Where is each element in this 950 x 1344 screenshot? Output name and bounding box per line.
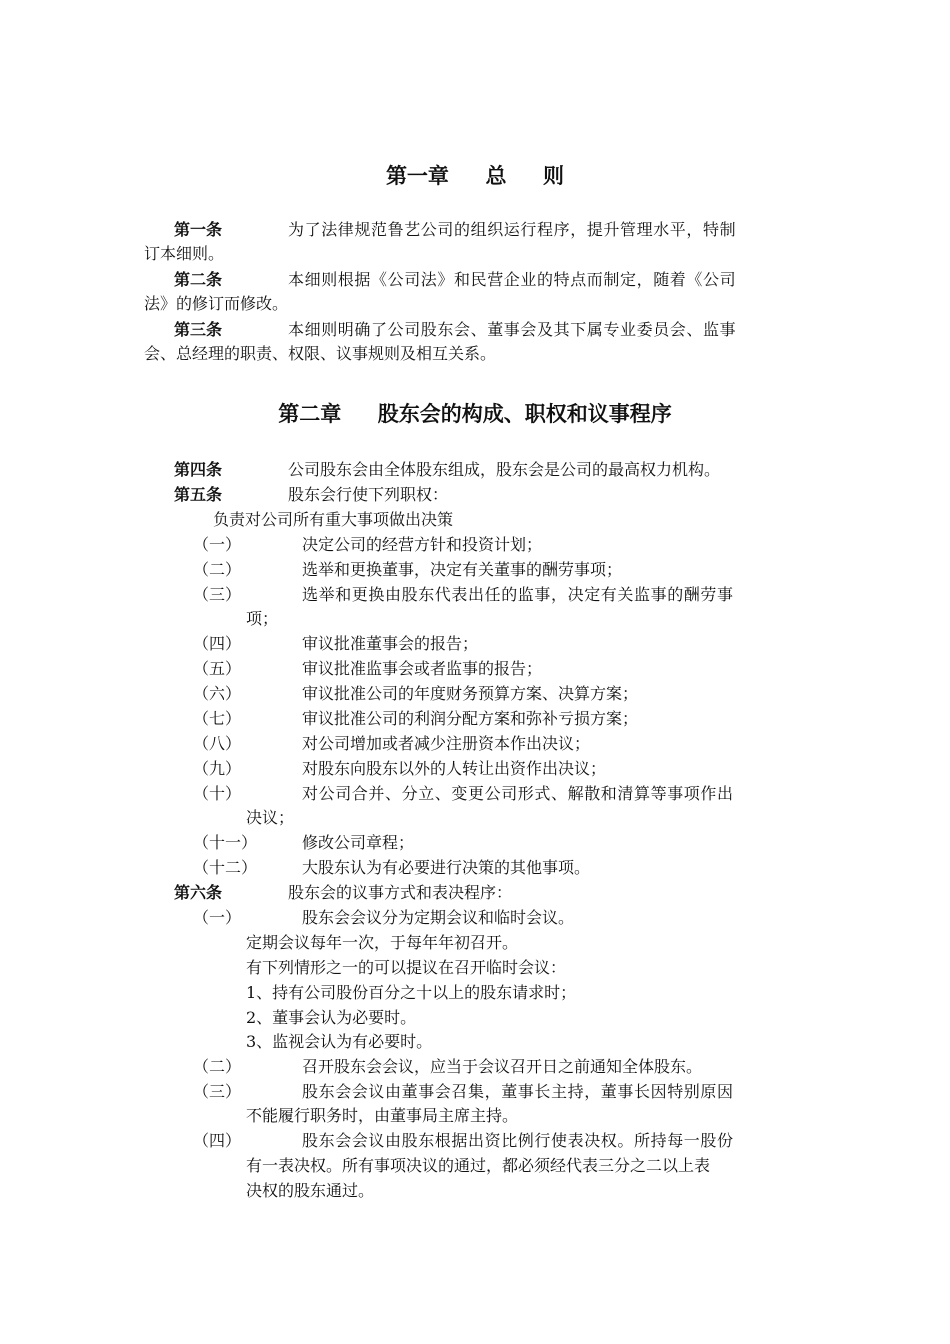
list-item: 选举和更换由股东代表出任的监事，决定有关监事的酬劳事 xyxy=(302,585,734,604)
article-3-text: 本细则明确了公司股东会、董事会及其下属专业委员会、监事 xyxy=(288,320,737,339)
item-number: （八） xyxy=(193,734,242,753)
paragraph: 1、持有公司股份百分之十以上的股东请求时； xyxy=(246,983,577,1002)
list-item-cont: 不能履行职务时，由董事局主席主持。 xyxy=(246,1106,519,1125)
list-item: 股东会会议由董事会召集，董事长主持，董事长因特别原因 xyxy=(302,1082,734,1101)
item-number: （十二） xyxy=(193,858,258,877)
article-3-label: 第三条 xyxy=(174,320,223,339)
item-number: （四） xyxy=(193,1131,242,1150)
article-4-label: 第四条 xyxy=(174,460,223,479)
list-item: 股东会会议分为定期会议和临时会议。 xyxy=(302,908,575,927)
list-item: 审议批准公司的利润分配方案和弥补亏损方案； xyxy=(302,709,639,728)
list-item: 对公司合并、分立、变更公司形式、解散和清算等事项作出 xyxy=(302,784,734,803)
list-item: 审议批准公司的年度财务预算方案、决算方案； xyxy=(302,684,639,703)
item-number: （四） xyxy=(193,634,242,653)
item-number: （十一） xyxy=(193,833,258,852)
list-item: 修改公司章程； xyxy=(302,833,415,852)
list-item: 股东会会议由股东根据出资比例行使表决权。所持每一股份 xyxy=(302,1131,734,1150)
list-item: 大股东认为有必要进行决策的其他事项。 xyxy=(302,858,591,877)
list-item-cont: 有一表决权。所有事项决议的通过，都必须经代表三分之二以上表 xyxy=(246,1156,711,1175)
article-6-label: 第六条 xyxy=(174,883,223,902)
list-item: 审议批准监事会或者监事的报告； xyxy=(302,659,543,678)
article-3-text-cont: 会、总经理的职责、权限、议事规则及相互关系。 xyxy=(144,344,497,363)
article-6-text: 股东会的议事方式和表决程序： xyxy=(288,883,513,902)
article-1-text-cont: 订本细则。 xyxy=(144,244,225,263)
item-number: （三） xyxy=(193,1082,242,1101)
paragraph: 3、监视会认为有必要时。 xyxy=(246,1032,433,1051)
item-number: （六） xyxy=(193,684,242,703)
list-item: 召开股东会会议，应当于会议召开日之前通知全体股东。 xyxy=(302,1057,703,1076)
article-2-label: 第二条 xyxy=(174,270,223,289)
item-number: （七） xyxy=(193,709,242,728)
item-number: （九） xyxy=(193,759,242,778)
article-4-text: 公司股东会由全体股东组成，股东会是公司的最高权力机构。 xyxy=(288,460,721,479)
list-item: 决定公司的经营方针和投资计划； xyxy=(302,535,543,554)
paragraph: 定期会议每年一次，于每年年初召开。 xyxy=(246,933,519,952)
list-item-cont: 决议； xyxy=(246,808,295,827)
article-2-text: 本细则根据《公司法》和民营企业的特点而制定，随着《公司 xyxy=(288,270,737,289)
item-number: （二） xyxy=(193,560,242,579)
list-item: 对公司增加或者减少注册资本作出决议； xyxy=(302,734,591,753)
item-number: （五） xyxy=(193,659,242,678)
list-item: 对股东向股东以外的人转让出资作出决议； xyxy=(302,759,607,778)
item-number: （一） xyxy=(193,908,242,927)
article-1-text: 为了法律规范鲁艺公司的组织运行程序，提升管理水平，特制 xyxy=(288,220,737,239)
list-item: 选举和更换董事，决定有关董事的酬劳事项； xyxy=(302,560,623,579)
chapter-2-title: 第二章 股东会的构成、职权和议事程序 xyxy=(278,402,672,426)
item-number: （三） xyxy=(193,585,242,604)
paragraph: 有下列情形之一的可以提议在召开临时会议： xyxy=(246,958,567,977)
paragraph: 2、董事会认为必要时。 xyxy=(246,1008,417,1027)
list-item: 审议批准董事会的报告； xyxy=(302,634,479,653)
article-5-label: 第五条 xyxy=(174,485,223,504)
chapter-1-title: 第一章 总 则 xyxy=(385,164,565,188)
article-5-text: 股东会行使下列职权： xyxy=(288,485,449,504)
item-number: （十） xyxy=(193,784,242,803)
article-5-intro: 负责对公司所有重大事项做出决策 xyxy=(213,510,454,529)
item-number: （一） xyxy=(193,535,242,554)
list-item-cont: 项； xyxy=(246,609,279,628)
list-item-cont: 决权的股东通过。 xyxy=(246,1181,375,1200)
article-1-label: 第一条 xyxy=(174,220,223,239)
article-2-text-cont: 法》的修订而修改。 xyxy=(144,294,289,313)
item-number: （二） xyxy=(193,1057,242,1076)
